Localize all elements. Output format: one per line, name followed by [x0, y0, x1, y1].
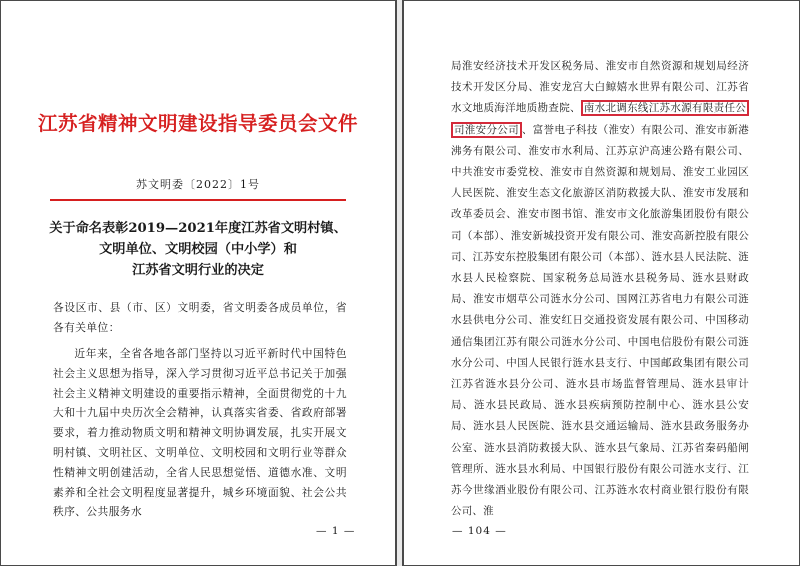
page-number-left: — 1 — [316, 525, 356, 537]
list-text-before: 局淮安经济技术开发区税务局、淮安市自然资源和规划局经济技术开发区分局、淮安龙宫大白鲸嬉水世界有限公司、江苏省水文地质海洋地质勘查院、 [451, 60, 749, 115]
doc-number: 苏文明委〔2022〕1号 [136, 178, 260, 191]
decision-title-line-2: 文明单位、文明校园（中小学）和 [99, 242, 297, 257]
salutation: 各设区市、县（市、区）文明委，省文明委各成员单位，省各有关单位： [53, 301, 347, 334]
red-divider-rule [50, 199, 346, 201]
page-gutter [396, 0, 403, 566]
award-list-text [451, 56, 749, 522]
decision-title-line-3: 江苏省文明行业的决定 [132, 263, 264, 278]
page-number-right: — 104 — [452, 525, 507, 537]
decision-title [0, 218, 396, 281]
highlighted-entry: 南水北调东线江苏水源有限责任公司淮安分公司 [451, 100, 749, 137]
decision-title-line-1: 关于命名表彰2019—2021年度江苏省文明村镇、 [49, 221, 347, 236]
body-paragraph: 近年来，全省各地各部门坚持以习近平新时代中国特色社会主义思想为指导，深入学习贯彻习近平总书记关于加强社会主义精神文明建设的重要指示精神，全面贯彻党的十九大和十九届中央历次全会精神，认真落实省委、省政府部署要求，着力推动物质文明和精神文明协调发展，扎实开展文明村镇、文明社区、文明单位、文明校园和文明行业等群众性精神文明创建活动，全省人民思想觉悟、道德水准、文明素养和全社会文明程度显著提升，城乡环境面貌、社会公共秩序、公共服务水 [53, 347, 347, 519]
issuer-title: 江苏省精神文明建设指导委员会文件 [37, 112, 358, 135]
list-text-after: 、富誉电子科技（淮安）有限公司、淮安市新港沸务有限公司、淮安市水利局、江苏京沪高速公路有限公司、中共淮安市委党校、淮安市自然资源和规划局、淮安工业园区人民医院、淮安生态文化旅游区消防救援大队、淮安市发展和改革委员会、淮安市图书馆、淮安市文化旅游集团股份有限公司（本部）、淮安新城投资开发有限公司、淮安高新控股有限公司、江苏安东控股集团有限公司（本部）、涟水县人民法院、涟水县人民检察院、国家税务总局涟水县税务局、涟水县财政局、淮安市烟草公司涟水分公司、国网江苏省电力有限公司涟水县供电分公司、淮安红日交通投资发展有限公司、中国移动通信集团江苏有限公司涟水分公司、中国电信股份有限公司涟水分公司、中国人民银行涟水县支行、中国邮政集团有限公司江苏省涟水县分公司、涟水县市场监督管理局、涟水县审计局、涟水县民政局、涟水县疾病预防控制中心、涟水县公安局、涟水县人民医院、涟水县交通运输局、涟水县政务服务办公室、涟水县消防救援大队、涟水县气象局、江苏省秦码船闸管理所、涟水县水利局、中国银行股份有限公司涟水支行、江苏今世缘酒业股份有限公司、江苏涟水农村商业银行股份有限公司、淮 [451, 123, 750, 518]
